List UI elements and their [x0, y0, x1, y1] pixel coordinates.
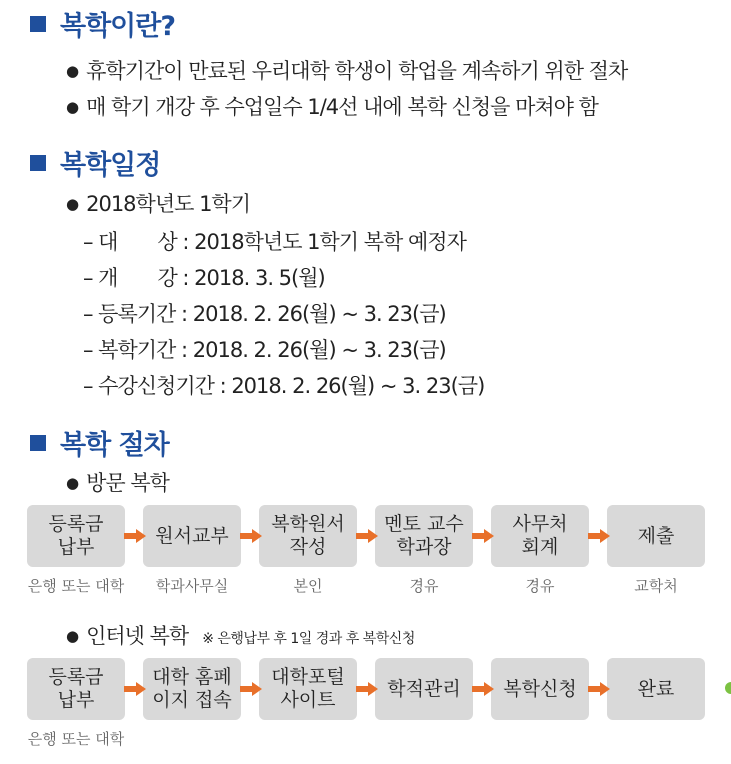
green-dot-icon	[725, 682, 731, 694]
flow-step: 등록금 납부	[27, 505, 125, 567]
flow-step: 완료	[607, 658, 705, 720]
arrow-right-icon	[588, 529, 610, 543]
arrow-right-icon	[588, 682, 610, 696]
step-caption: 경유	[525, 577, 555, 595]
section-schedule	[30, 143, 160, 182]
online-note: ※ 은행납부 후 1일 경과 후 복학신청	[202, 631, 415, 647]
section-what-is-return	[30, 4, 175, 43]
square-bullet-icon	[30, 155, 46, 171]
visit-label: ● 방문 복학	[66, 471, 169, 495]
schedule-row: – 개 강 : 2018. 3. 5(월)	[83, 266, 325, 290]
arrow-right-icon	[124, 682, 146, 696]
schedule-row: – 등록기간 : 2018. 2. 26(월) ~ 3. 23(금)	[83, 302, 446, 326]
arrow-right-icon	[240, 682, 262, 696]
flow-step: 대학 홈페 이지 접속	[143, 658, 241, 720]
square-bullet-icon	[30, 435, 46, 451]
flow-step: 복학신청	[491, 658, 589, 720]
step-caption: 은행 또는 대학	[27, 577, 125, 595]
step-caption: 경유	[409, 577, 439, 595]
section-procedure	[30, 423, 169, 462]
square-bullet-icon	[30, 16, 46, 32]
flow-step: 제출	[607, 505, 705, 567]
schedule-row: – 수강신청기간 : 2018. 2. 26(월) ~ 3. 23(금)	[83, 374, 485, 398]
flow-step: 등록금 납부	[27, 658, 125, 720]
flow-step: 학적관리	[375, 658, 473, 720]
step-caption: 은행 또는 대학	[27, 730, 125, 748]
term-line: ● 2018학년도 1학기	[66, 192, 251, 216]
step-caption: 교학처	[634, 577, 678, 595]
arrow-right-icon	[240, 529, 262, 543]
schedule-row: – 대 상 : 2018학년도 1학기 복학 예정자	[83, 230, 466, 254]
step-caption: 학과사무실	[155, 577, 229, 595]
flow-step: 복학원서 작성	[259, 505, 357, 567]
section-title: 복학이란?	[60, 11, 175, 42]
flow-step: 멘토 교수 학과장	[375, 505, 473, 567]
bullet-line: ● 매 학기 개강 후 수업일수 1/4선 내에 복학 신청을 마쳐야 함	[66, 95, 598, 119]
bullet-line: ● 휴학기간이 만료된 우리대학 학생이 학업을 계속하기 위한 절차	[66, 59, 628, 83]
arrow-right-icon	[356, 682, 378, 696]
arrow-right-icon	[124, 529, 146, 543]
schedule-row: – 복학기간 : 2018. 2. 26(월) ~ 3. 23(금)	[83, 338, 446, 362]
section-title: 복학일정	[60, 150, 161, 181]
online-label: ● 인터넷 복학 ※ 은행납부 후 1일 경과 후 복학신청	[66, 624, 415, 648]
flow-step: 대학포털 사이트	[259, 658, 357, 720]
section-title: 복학 절차	[60, 430, 169, 461]
flow-step: 사무처 회계	[491, 505, 589, 567]
step-caption: 본인	[293, 577, 323, 595]
flow-step: 원서교부	[143, 505, 241, 567]
arrow-right-icon	[472, 529, 494, 543]
arrow-right-icon	[356, 529, 378, 543]
arrow-right-icon	[472, 682, 494, 696]
